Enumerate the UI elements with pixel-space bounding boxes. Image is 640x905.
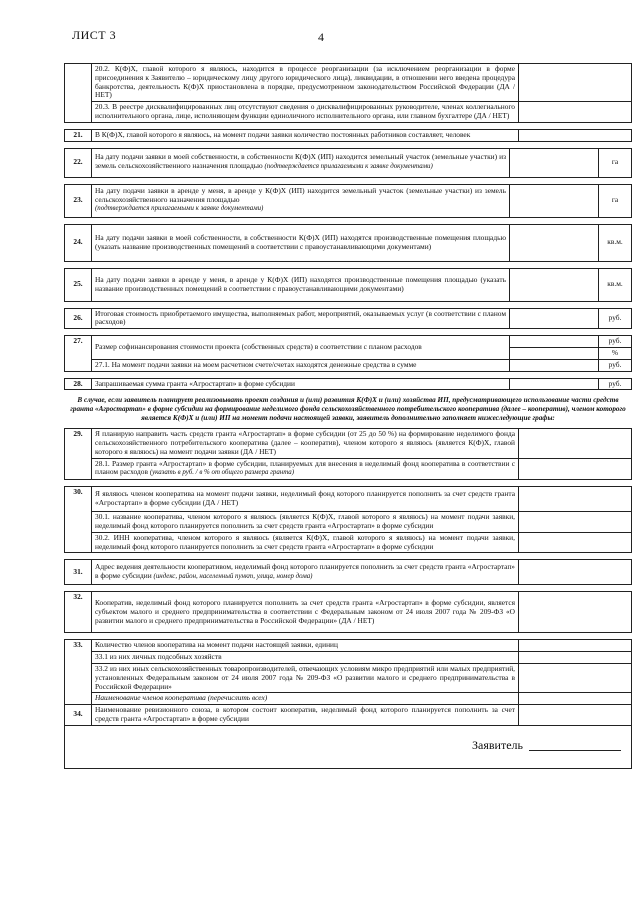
section-25 — [64, 268, 632, 302]
sheet-label: ЛИСТ 3 — [72, 28, 117, 42]
row-number: 32. — [65, 592, 92, 633]
section-28 — [64, 378, 632, 391]
item-31-text: Адрес ведения деятельности кооперативом, неделимый фонд которого планируется пополнить за счет средств гранта «Агростартап» в форме субсидии — [95, 562, 515, 580]
item-24-text: На дату подачи заявки в моей собственности, в собственности К(Ф)Х (ИП) находятся производственные помещения площадью (указать название производственных помещений в соответствии с правоустанавливающими документами) — [92, 224, 510, 261]
conditional-instructions-note: В случае, если заявитель планирует реализовывать проект создания и (или) развития К(Ф)Х и (или) хозяйства ИП, предусматривающего использование части средств гранта «Агростартап» в форме субсидии на формирование неделимого фонда сельскохозяйственного потребительского кооператива (далее – кооператив), членом которого является К(Ф)Х и (или) ИП на момент подачи настоящей заявки, заявитель дополнительно заполняет нижеследующие графы: — [70, 396, 626, 422]
signature-label: Заявитель — [472, 737, 523, 752]
answer-field[interactable] — [519, 560, 632, 585]
item-31-hint: (индекс, район, населенный пункт, улица, номер дома) — [153, 572, 313, 580]
item-30-2-text: 30.2. ИНН кооператива, членом которого я являюсь (является К(Ф)Х, главой которого я являюсь) на момент подачи заявки, неделимый фонд которого планируется пополнить за счет средств гранта «Агростартап» в форме субсидии — [92, 532, 519, 553]
row-number: 29. — [65, 429, 92, 480]
unit-label: руб. — [599, 359, 632, 371]
item-20-3: 20.3. В реестре дисквалифицированных лиц отсутствуют сведения о дисквалифицированных руководителе, членах коллегиального исполнительного органа, лице, исполняющем функции единоличного исполнительного органа, или главном бухгалтере (ДА / НЕТ) — [92, 102, 519, 123]
item-22-hint: (подтверждается прилагаемыми к заявке документами) — [264, 163, 433, 171]
item-23-hint: (подтверждается прилагаемыми к заявке документами) — [95, 205, 264, 213]
answer-field[interactable] — [519, 487, 632, 512]
answer-field[interactable] — [510, 359, 599, 371]
item-33-1-text: 33.1 из них личных подсобных хозяйств — [92, 652, 519, 664]
row-number: 25. — [65, 268, 92, 301]
item-34-text: Наименование ревизионного союза, в котором состоит кооператив, неделимый фонд которого планируется пополнить за счет средств гранта «Агростартап» в форме субсидии — [92, 705, 519, 726]
item-30-text: Я являюсь членом кооператива на момент подачи заявки, неделимый фонд которого планируется пополнить за счет средств гранта «Агростартап» в форме субсидии (ДА / НЕТ) — [92, 487, 519, 512]
answer-field[interactable] — [519, 512, 632, 533]
item-29-text: Я планирую направить часть средств гранта «Агростартап» в форме субсидии (от 25 до 50 %) на формирование неделимого фонда сельскохозяйственного потребительского кооператива (далее – кооператив), членом которого я являюсь (является К(Ф)Х, главой которого я являюсь) на момент подачи заявки (ДА / НЕТ) — [92, 429, 519, 458]
item-30-1-text: 30.1. название кооператива, членом которого я являюсь (является К(Ф)Х, главой которого я являюсь) на момент подачи заявки, неделимый фонд которого планируется пополнить за счет средств гранта «Агростартап» в форме субсидии — [92, 512, 519, 533]
page-number: 4 — [318, 30, 324, 44]
section-23 — [64, 184, 632, 218]
item-33-2-text: 33.2 из них иных сельскохозяйственных товаропроизводителей, отвечающих условиям микро предприятий или малых предприятий, установленных Федеральным законом от 24 июля 2007 года № 209-ФЗ «О развитии малого и среднего предпринимательства в Российской Федерации» — [92, 663, 519, 692]
row-number: 31. — [65, 560, 92, 585]
section-30 — [64, 486, 632, 553]
item-27-text: Размер софинансирования стоимости проекта (собственных средств) в соответствии с планом расходов — [92, 336, 510, 360]
signature-block — [64, 726, 632, 769]
section-27 — [64, 335, 632, 371]
item-32-text: Кооператив, неделимый фонд которого планируется пополнить за счет средств гранта «Агростартап» в форме субсидии, является субъектом малого и среднего предпринимательства в соответствии с Федеральным законом от 24 июля 2007 года № 209-ФЗ «О развитии малого и среднего предпринимательства в Российской Федерации» (ДА / НЕТ) — [92, 592, 519, 633]
answer-field[interactable] — [510, 308, 599, 329]
section-22 — [64, 148, 632, 178]
answer-field[interactable] — [519, 705, 632, 726]
answer-field[interactable] — [519, 652, 632, 664]
answer-field[interactable] — [519, 693, 632, 705]
answer-field[interactable] — [510, 224, 599, 261]
item-29-1-text: 28.1. Размер гранта «Агростартап» в форме субсидии, планируемых для внесения в неделимый фонд кооператива в соответствии с планом расходов — [95, 458, 515, 477]
section-24 — [64, 224, 632, 262]
row-number: 30. — [65, 487, 92, 553]
answer-field[interactable] — [510, 336, 599, 348]
row-number — [65, 64, 92, 123]
section-20 — [64, 63, 632, 123]
unit-label: га — [599, 148, 632, 177]
row-number: 26. — [65, 308, 92, 329]
item-21-text: В К(Ф)Х, главой которого я являюсь, на момент подачи заявки количество постоянных работников составляет, человек — [92, 129, 519, 141]
answer-field[interactable] — [519, 640, 632, 652]
section-31 — [64, 559, 632, 585]
item-26-text: Итоговая стоимость приобретаемого имущества, выполняемых работ, мероприятий, оказываемых услуг (в соответствии с планом расходов) — [92, 308, 510, 329]
answer-field[interactable] — [519, 663, 632, 692]
row-number: 24. — [65, 224, 92, 261]
item-29-1-hint: (указать в руб. / в % от общего размера гранта) — [149, 469, 295, 477]
unit-label: % — [599, 347, 632, 359]
section-33-34 — [64, 639, 632, 768]
unit-label: га — [599, 184, 632, 217]
item-22-text: На дату подачи заявки в моей собственности, в собственности К(Ф)Х (ИП) находится земельный участок (земельные участки) из земель сельскохозяйственного назначения площадью — [95, 152, 506, 171]
unit-label: кв.м. — [599, 224, 632, 261]
answer-field[interactable] — [519, 129, 632, 141]
application-form-sheet — [64, 63, 632, 775]
section-32 — [64, 591, 632, 633]
unit-label: кв.м. — [599, 268, 632, 301]
item-33-3-text: Наименование членов кооператива (перечислить всех) — [92, 693, 519, 705]
answer-field[interactable] — [510, 347, 599, 359]
row-number: 23. — [65, 184, 92, 217]
item-23-text: На дату подачи заявки в аренде у меня, в аренде у К(Ф)Х (ИП) находится земельный участок (земельные участки) из земель сельскохозяйственного назначения площадью — [95, 185, 506, 204]
row-number: 34. — [65, 705, 92, 726]
answer-field[interactable] — [519, 532, 632, 553]
row-number: 22. — [65, 148, 92, 177]
row-number: 21. — [65, 129, 92, 141]
answer-field[interactable] — [519, 64, 632, 102]
row-number: 28. — [65, 378, 92, 390]
section-29 — [64, 428, 632, 480]
item-33-text: Количество членов кооператива на момент подачи настоящей заявки, единиц — [92, 640, 519, 652]
signature-line[interactable] — [529, 750, 621, 751]
item-28-text: Запрашиваемая сумма гранта «Агростартап» в форме субсидии — [92, 378, 510, 390]
answer-field[interactable] — [519, 592, 632, 633]
answer-field[interactable] — [510, 184, 599, 217]
section-26 — [64, 308, 632, 330]
row-number: 27. — [65, 336, 92, 371]
row-number: 33. — [65, 640, 92, 705]
answer-field[interactable] — [510, 148, 599, 177]
answer-field[interactable] — [519, 458, 632, 480]
item-20-2: 20.2. К(Ф)Х, главой которого я являюсь, находится в процессе реорганизации (за исключением реорганизации в форме присоединения к Заявителю – юридическому лицу другого юридического лица), ликвидации, в отношении него введена процедура банкротства, деятельность К(Ф)Х приостановлена в порядке, предусмотренном законодательством Российской Федерации (ДА / НЕТ) — [92, 64, 519, 102]
item-27-1-text: 27.1. На момент подачи заявки на моем расчетном счете/счетах находятся денежные средства в сумме — [92, 359, 510, 371]
unit-label: руб. — [599, 336, 632, 348]
unit-label: руб. — [599, 308, 632, 329]
answer-field[interactable] — [510, 378, 599, 390]
section-21 — [64, 129, 632, 142]
unit-label: руб. — [599, 378, 632, 390]
answer-field[interactable] — [510, 268, 599, 301]
answer-field[interactable] — [519, 429, 632, 458]
answer-field[interactable] — [519, 102, 632, 123]
item-25-text: На дату подачи заявки в аренде у меня, в аренде у К(Ф)Х (ИП) находятся производственные помещения площадью (указать название производственных помещений в соответствии с правоустанавливающими документами) — [92, 268, 510, 301]
